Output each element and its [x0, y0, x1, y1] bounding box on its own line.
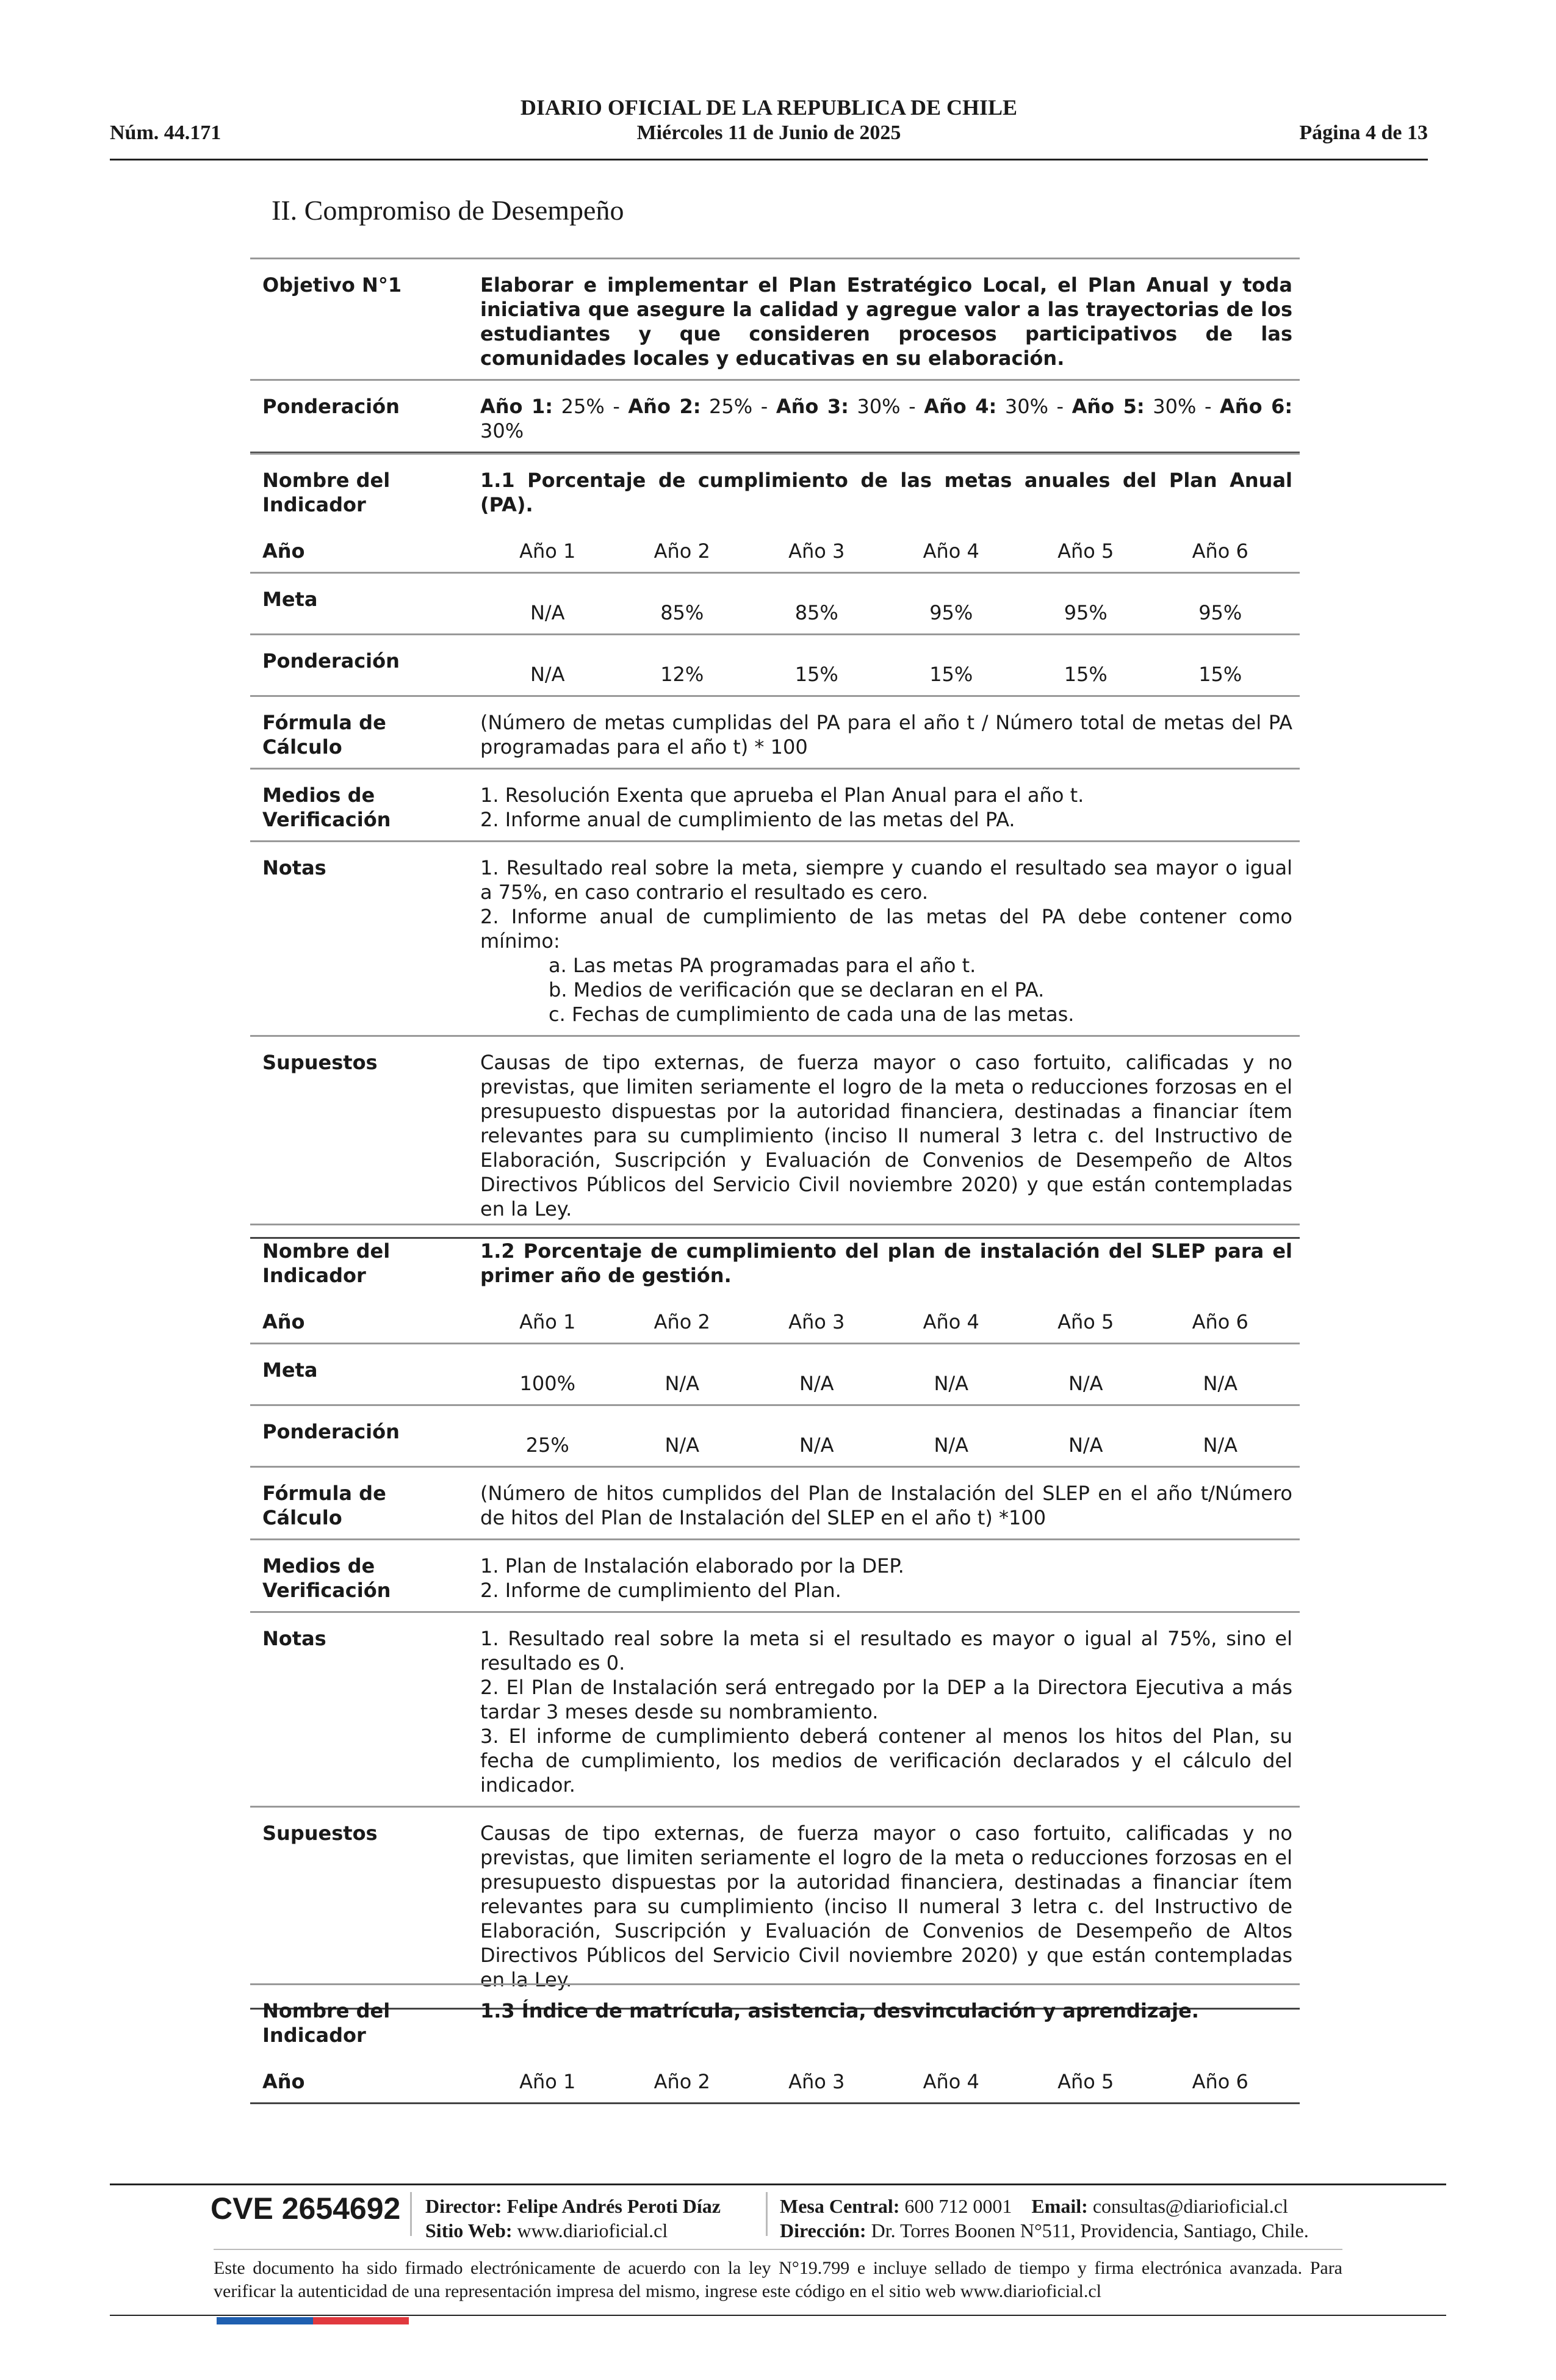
- website-link[interactable]: www.diarioficial.cl: [517, 2220, 668, 2241]
- goal-cell: 95%: [1198, 601, 1242, 624]
- objective-weight-label: Ponderación: [250, 380, 468, 453]
- objective-text: Elaborar e implementar el Plan Estratégico Local, el Plan Anual y toda iniciativa que asegure la calidad y agregue valor a las trayectorias de los estudiantes y que consideren procesos participativos de las comunidades locales y educativas en su elaboración.: [468, 259, 1300, 380]
- weight-cell: N/A: [665, 1433, 700, 1457]
- goal-cell: N/A: [1203, 1372, 1238, 1395]
- year-cell: Año 3: [788, 539, 845, 563]
- indicator-table-1-3: [250, 1983, 1300, 2104]
- footer-divider: [110, 2315, 1446, 2316]
- flag-stripe: [217, 2317, 409, 2324]
- verification-label: Medios de Verificación: [250, 769, 468, 842]
- assumptions-text: Causas de tipo externas, de fuerza mayor o caso fortuito, calificadas y no previstas, que limiten seriamente el logro de la meta o reducciones forzosas en el presupuesto dispuestas por la autoridad financiera, destinadas a financiar ítem relevantes para su cumplimiento (inciso II numeral 3 letra c. del Instructivo de Elaboración, Suscripción y Evaluación de Convenios de Desempeño de Altos Directivos Públicos del Servicio Civil noviembre 2020) y que están contempladas en la Ley.: [468, 1036, 1300, 1238]
- indicator-name: 1.3 Índice de matrícula, asistencia, desvinculación y aprendizaje.: [468, 1985, 1300, 2057]
- weight-year-label: Año 4:: [924, 395, 997, 418]
- goal-cell: N/A: [1068, 1372, 1103, 1395]
- address-label: Dirección:: [780, 2220, 866, 2241]
- goal-cell: 85%: [794, 601, 838, 624]
- weight-year-value: 30%: [480, 419, 524, 442]
- weight-year-value: 30%: [848, 395, 901, 418]
- indicator-name-label: Nombre del Indicador: [250, 1985, 468, 2057]
- year-cell: Año 4: [923, 2070, 979, 2093]
- notes-list: [468, 842, 1300, 1036]
- year-cell: Año 6: [1192, 2070, 1248, 2093]
- page-header: [110, 95, 1428, 160]
- goal-cell: 95%: [929, 601, 973, 624]
- year-cell: Año 6: [1192, 539, 1248, 563]
- year-cell: Año 3: [788, 2070, 845, 2093]
- weight-cell: 15%: [1198, 663, 1242, 686]
- website-label: Sitio Web:: [425, 2220, 513, 2241]
- verification-list: [468, 769, 1300, 842]
- note-item: 2. Informe anual de cumplimiento de las metas del PA debe contener como mínimo:: [480, 905, 1292, 953]
- director-label: Director:: [425, 2195, 502, 2217]
- weight-year-label: Año 5:: [1072, 395, 1145, 418]
- notes-list: [468, 1612, 1300, 1807]
- formula-label: Fórmula de Cálculo: [250, 696, 468, 769]
- weight-year-label: Año 6:: [1220, 395, 1293, 418]
- footer-divider: [214, 2249, 1342, 2250]
- note-item: 1. Resultado real sobre la meta, siempre y cuando el resultado sea mayor o igual a 75%, en caso contrario el resultado es cero.: [480, 856, 1292, 904]
- indicator-name: 1.1 Porcentaje de cumplimiento de las metas anuales del Plan Anual (PA).: [468, 454, 1300, 526]
- objective-table: [250, 258, 1300, 453]
- phone-number: 600 712 0001: [904, 2195, 1012, 2217]
- page-number: Página 4 de 13: [1299, 121, 1428, 144]
- verification-label: Medios de Verificación: [250, 1540, 468, 1612]
- verification-item: 2. Informe anual de cumplimiento de las metas del PA.: [480, 808, 1015, 831]
- assumptions-label: Supuestos: [250, 1036, 468, 1238]
- publication-date: Miércoles 11 de Junio de 2025: [636, 121, 901, 144]
- formula-label: Fórmula de Cálculo: [250, 1467, 468, 1540]
- assumptions-text: Causas de tipo externas, de fuerza mayor o caso fortuito, calificadas y no previstas, que limiten seriamente el logro de la meta o reducciones forzosas en el presupuesto dispuestas por la autoridad financiera, destinadas a financiar ítem relevantes para su cumplimiento (inciso II numeral 3 letra c. del Instructivo de Elaboración, Suscripción y Evaluación de Convenios de Desempeño de Altos Directivos Públicos del Servicio Civil noviembre 2020) y que están contempladas en la Ley.: [468, 1807, 1300, 2009]
- address-text: Dr. Torres Boonen N°511, Providencia, Santiago, Chile.: [871, 2220, 1309, 2241]
- year-cell: Año 4: [923, 1310, 979, 1333]
- weight-year-value: 25%: [701, 395, 753, 418]
- verification-item: 1. Resolución Exenta que aprueba el Plan Anual para el año t.: [480, 784, 1084, 807]
- footer-divider: [110, 2183, 1446, 2185]
- goal-cell: N/A: [934, 1372, 969, 1395]
- flag-red-segment: [313, 2317, 409, 2324]
- weight-label: Ponderación: [250, 635, 468, 696]
- goal-cell: 85%: [660, 601, 704, 624]
- year-row: [480, 1310, 1292, 1334]
- year-cell: Año 4: [923, 539, 979, 563]
- year-cell: Año 2: [654, 2070, 710, 2093]
- weight-cell: 25%: [525, 1433, 569, 1457]
- indicator-table-1-1: [250, 453, 1300, 1239]
- year-label: Año: [250, 525, 468, 573]
- year-row: [480, 2069, 1292, 2094]
- note-item: 2. El Plan de Instalación será entregado por la DEP a la Directora Ejecutiva a más tardar 3 meses desde su nombramiento.: [480, 1676, 1292, 1723]
- indicator-name-label: Nombre del Indicador: [250, 1225, 468, 1297]
- weight-year-label: Año 1:: [480, 395, 553, 418]
- verification-list: [468, 1540, 1300, 1612]
- note-subitem: a. Las metas PA programadas para el año t.: [549, 954, 976, 977]
- year-cell: Año 3: [788, 1310, 845, 1333]
- year-cell: Año 1: [519, 1310, 576, 1333]
- goal-cell: N/A: [530, 601, 565, 624]
- weight-year-value: 30%: [1144, 395, 1197, 418]
- weight-row: [480, 1419, 1292, 1457]
- verification-item: 2. Informe de cumplimiento del Plan.: [480, 1579, 841, 1602]
- year-label: Año: [250, 2056, 468, 2104]
- email-link[interactable]: consultas@diarioficial.cl: [1092, 2195, 1288, 2217]
- notes-label: Notas: [250, 1612, 468, 1807]
- weight-cell: 15%: [1064, 663, 1108, 686]
- footer-separator: [410, 2192, 412, 2236]
- goal-row: [480, 587, 1292, 625]
- weight-row: [480, 649, 1292, 687]
- issue-number: Núm. 44.171: [110, 121, 222, 144]
- legal-notice: Este documento ha sido firmado electrónicamente de acuerdo con la ley N°19.799 e incluye sellado de tiempo y firma electrónica avanzada. Para verificar la autenticidad de una representación impresa del mismo, ingrese este código en el sitio web www.diarioficial.cl: [214, 2258, 1342, 2301]
- director-name: Felipe Andrés Peroti Díaz: [506, 2195, 721, 2217]
- weight-cell: N/A: [1068, 1433, 1103, 1457]
- note-subitem: b. Medios de verificación que se declaran en el PA.: [549, 978, 1045, 1001]
- goal-cell: N/A: [799, 1372, 834, 1395]
- goal-label: Meta: [250, 573, 468, 635]
- weight-cell: N/A: [934, 1433, 969, 1457]
- note-item: 3. El informe de cumplimiento deberá contener al menos los hitos del Plan, su fecha de cumplimiento, los medios de verificación declarados y el cálculo del indicador.: [480, 1725, 1292, 1797]
- objective-weights: Año 1: 25% - Año 2: 25% - Año 3: 30% - Año 4: 30% - Año 5: 30% - Año 6: 30%: [468, 380, 1300, 453]
- weight-cell: 15%: [929, 663, 973, 686]
- indicator-table-1-2: [250, 1224, 1300, 2010]
- year-cell: Año 5: [1057, 1310, 1114, 1333]
- goal-cell: 100%: [519, 1372, 575, 1395]
- flag-blue-segment: [217, 2317, 313, 2324]
- weight-label: Ponderación: [250, 1405, 468, 1467]
- section-title: II. Compromiso de Desempeño: [272, 195, 624, 226]
- formula-text: (Número de hitos cumplidos del Plan de Instalación del SLEP en el año t/Número de hitos del Plan de Instalación del SLEP en el año t) *100: [468, 1467, 1300, 1540]
- notes-label: Notas: [250, 842, 468, 1036]
- indicator-name: 1.2 Porcentaje de cumplimiento del plan de instalación del SLEP para el primer año de gestión.: [468, 1225, 1300, 1297]
- indicator-name-label: Nombre del Indicador: [250, 454, 468, 526]
- verification-item: 1. Plan de Instalación elaborado por la DEP.: [480, 1554, 904, 1578]
- assumptions-label: Supuestos: [250, 1807, 468, 2009]
- year-label: Año: [250, 1296, 468, 1344]
- goal-cell: N/A: [665, 1372, 700, 1395]
- footer-contact-block: [780, 2194, 1309, 2243]
- year-cell: Año 5: [1057, 2070, 1114, 2093]
- year-cell: Año 2: [654, 539, 710, 563]
- goal-row: [480, 1358, 1292, 1396]
- objective-label: Objetivo N°1: [250, 259, 468, 380]
- year-row: [480, 539, 1292, 563]
- weight-cell: N/A: [1203, 1433, 1238, 1457]
- footer-separator: [766, 2192, 768, 2236]
- note-item: 1. Resultado real sobre la meta si el resultado es mayor o igual al 75%, sino el resultado es 0.: [480, 1627, 1292, 1675]
- year-cell: Año 1: [519, 2070, 576, 2093]
- cve-code: CVE 2654692: [211, 2191, 401, 2226]
- phone-label: Mesa Central:: [780, 2195, 900, 2217]
- footer-director-block: [425, 2194, 721, 2243]
- weight-year-label: Año 3:: [776, 395, 849, 418]
- publication-title: DIARIO OFICIAL DE LA REPUBLICA DE CHILE: [520, 95, 1018, 120]
- weight-cell: N/A: [530, 663, 565, 686]
- year-cell: Año 5: [1057, 539, 1114, 563]
- weight-cell: N/A: [799, 1433, 834, 1457]
- goal-label: Meta: [250, 1344, 468, 1405]
- goal-cell: 95%: [1064, 601, 1108, 624]
- weight-year-label: Año 2:: [628, 395, 701, 418]
- weight-year-value: 25%: [553, 395, 605, 418]
- weight-cell: 15%: [794, 663, 838, 686]
- weight-cell: 12%: [660, 663, 704, 686]
- weight-year-value: 30%: [996, 395, 1048, 418]
- email-label: Email:: [1031, 2195, 1088, 2217]
- formula-text: (Número de metas cumplidas del PA para el año t / Número total de metas del PA programadas para el año t) * 100: [468, 696, 1300, 769]
- year-cell: Año 6: [1192, 1310, 1248, 1333]
- year-cell: Año 2: [654, 1310, 710, 1333]
- note-subitem: c. Fechas de cumplimiento de cada una de las metas.: [549, 1003, 1075, 1026]
- year-cell: Año 1: [519, 539, 576, 563]
